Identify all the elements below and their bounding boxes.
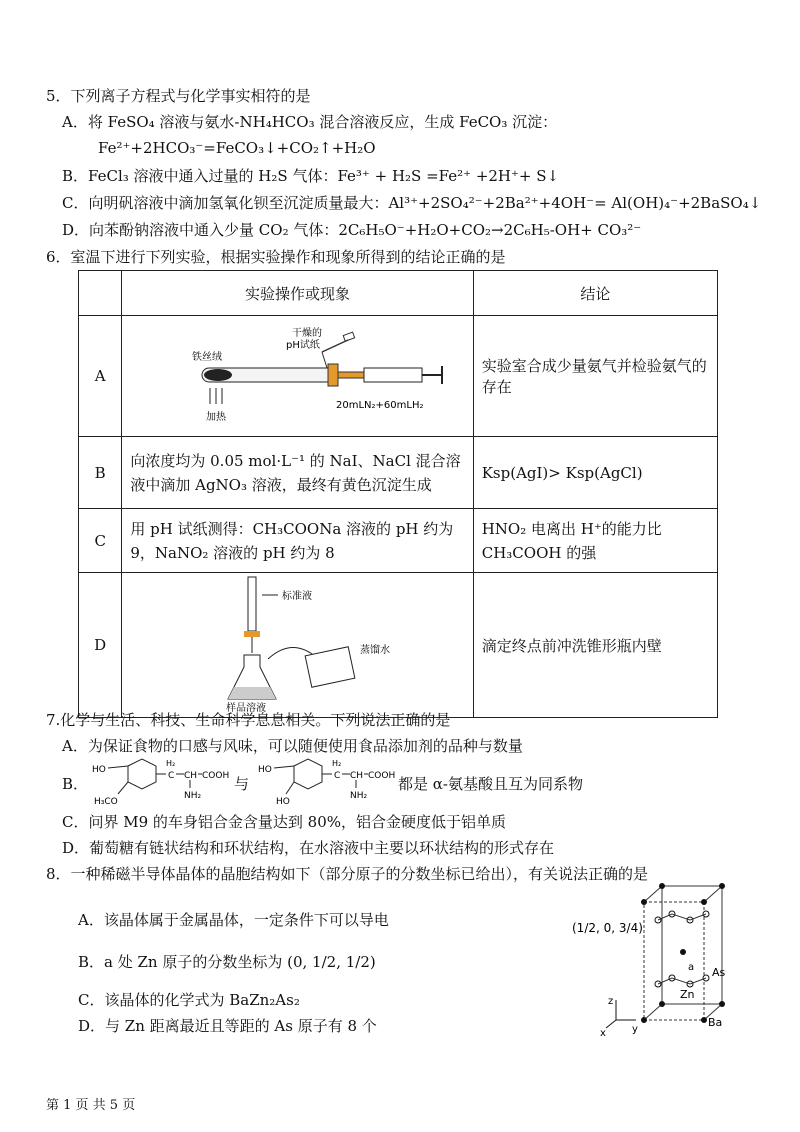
mol2-ch: CH [350,771,364,781]
q5-option-c: C．向明矾溶液中滴加氢氧化钡至沉淀质量最大：Al³⁺+2SO₄²⁻+2Ba²⁺+4OH⁻= Al(OH)₄⁻+2BaSO₄↓ [62,194,762,212]
unit-cell-figure [570,880,756,1036]
burette-stopcock [244,631,260,637]
header-conclusion: 结论 [473,271,717,316]
row-label: B [79,437,122,509]
heat-arrows [210,388,222,404]
mol2-cooh: COOH [368,771,396,781]
label-zn: Zn [680,988,695,1001]
row-label: C [79,509,122,573]
row-conclusion: 滴定终点前冲洗锥形瓶内壁 [473,573,717,718]
mol2-ho-1: HO [258,765,272,775]
q7-stem: 7.化学与生活、科技、生命科学息息相关。下列说法正确的是 [46,711,451,729]
wash-bottle [306,647,356,687]
mol1-h2: H₂ [166,759,176,768]
ammonia-apparatus-figure [122,316,458,432]
label-distilled-water: 蒸馏水 [360,645,391,656]
row-conclusion: 实验室合成少量氨气并检验氨气的存在 [473,316,717,437]
table-row [79,509,718,573]
label-gas-mixture: 20mLN₂+60mLH₂ [336,400,424,411]
apparatus-d-cell [122,573,473,718]
bond-lines [658,914,706,984]
row-label: D [79,573,122,718]
q8-option-a: A．该晶体属于金属晶体，一定条件下可以导电 [78,911,389,929]
mol2-c: C [334,771,341,781]
label-sample-solution: 样品溶液 [226,703,267,713]
benzene-ring-1 [128,759,156,789]
ph-paper-tip [344,332,355,341]
label-dry-ph-paper-2: pH试纸 [286,340,321,351]
table-header-row [79,271,718,316]
burette [248,577,256,631]
row-operation: 向浓度均为 0.05 mol·L⁻¹ 的 NaI、NaCl 混合溶液中滴加 AgNO₃ 溶液，最终有黄色沉淀生成 [122,437,473,509]
molecule-2-structure [252,756,396,808]
apparatus-a-cell [122,316,473,437]
q5-option-a-equation: Fe²⁺+2HCO₃⁻=FeCO₃↓+CO₂↑+H₂O [98,139,376,157]
experiment-table [78,270,718,718]
label-iron-wool: 铁丝绒 [192,352,223,363]
mol1-ho: HO [92,765,106,775]
mol2-nh2: NH₂ [350,791,368,801]
q5-option-d: D．向苯酚钠溶液中通入少量 CO₂ 气体：2C₆H₅O⁻+H₂O+CO₂→2C₆H₅-OH+ CO₃²⁻ [62,221,642,239]
row-conclusion: Ksp(AgI)> Ksp(AgCl) [473,437,717,509]
header-operation: 实验操作或现象 [122,271,473,316]
row-label: A [79,316,122,437]
q7-option-a: A．为保证食物的口感与风味，可以随便使用食品添加剂的品种与数量 [62,737,523,755]
label-x-axis: x [600,1028,606,1036]
iron-wool-mass [204,369,232,381]
q7-option-d: D．葡萄糖有链状结构和环状结构，在水溶液中主要以环状结构的形式存在 [62,839,555,857]
header-blank [79,271,122,316]
row-conclusion: HNO₂ 电离出 H⁺的能力比 CH₃COOH 的强 [473,509,717,573]
q7-option-c: C．问界 M9 的车身铝合金含量达到 80%，铝合金硬度低于铝单质 [62,813,507,831]
table-row [79,573,718,718]
q8-option-c: C．该晶体的化学式为 BaZn₂As₂ [78,991,300,1009]
q7-option-b-suffix: 都是 α-氨基酸且互为同系物 [398,775,583,793]
page-footer: 第 1 页 共 5 页 [46,1098,136,1113]
table-row [79,316,718,437]
mol2-ho-2: HO [276,797,290,807]
mol1-methoxy: H₃CO [94,797,118,807]
titration-apparatus-figure [122,573,458,713]
mol1-ch: CH [184,771,198,781]
label-as: As [712,966,726,979]
zn-as-atoms [655,911,709,987]
ph-paper-stick [322,340,348,352]
q8-stem: 8．一种稀磁半导体晶体的晶胞结构如下（部分原子的分数坐标已给出），有关说法正确的是 [46,865,649,883]
label-dry-ph-paper-1: 干燥的 [292,328,323,339]
benzene-ring-2 [294,759,322,789]
q7-option-b-prefix: B． [62,775,89,793]
label-z-axis: z [608,996,614,1007]
tube-stopper [328,364,338,386]
label-heat: 加热 [206,412,227,423]
mol1-c: C [168,771,175,781]
label-y-axis: y [632,1024,638,1035]
q8-option-d: D．与 Zn 距离最近且等距的 As 原子有 8 个 [78,1017,377,1035]
q7-option-b-conjunction: 与 [234,775,250,793]
connecting-tube [338,372,364,378]
mol1-nh2: NH₂ [184,791,202,801]
q5-option-a: A．将 FeSO₄ 溶液与氨水-NH₄HCO₃ 混合溶液反应，生成 FeCO₃ 沉淀： [62,113,558,131]
molecule-1-structure [86,756,230,808]
q8-option-b: B．a 处 Zn 原子的分数坐标为 (0, 1/2, 1/2) [78,953,376,971]
q5-option-b: B．FeCl₃ 溶液中通入过量的 H₂S 气体：Fe³⁺ + H₂S =Fe²⁺ +2H⁺+ S↓ [62,167,560,185]
label-standard-solution: 标准液 [282,591,313,602]
mol2-h2: H₂ [332,759,342,768]
gas-syringe-barrel [364,368,422,382]
table-row [79,437,718,509]
label-ba: Ba [708,1016,723,1029]
flask-solution [228,687,276,699]
label-coordinate: (1/2, 0, 3/4) [572,921,643,935]
row-operation: 用 pH 试纸测得：CH₃COONa 溶液的 pH 约为 9，NaNO₂ 溶液的 pH 约为 8 [122,509,473,573]
q6-stem: 6．室温下进行下列实验，根据实验操作和现象所得到的结论正确的是 [46,248,506,266]
ba-atoms [641,883,725,1023]
ph-paper-connector [322,352,327,368]
mol1-cooh: COOH [202,771,230,781]
q5-stem: 5．下列离子方程式与化学事实相符的是 [46,87,311,105]
label-a: a [688,962,695,973]
